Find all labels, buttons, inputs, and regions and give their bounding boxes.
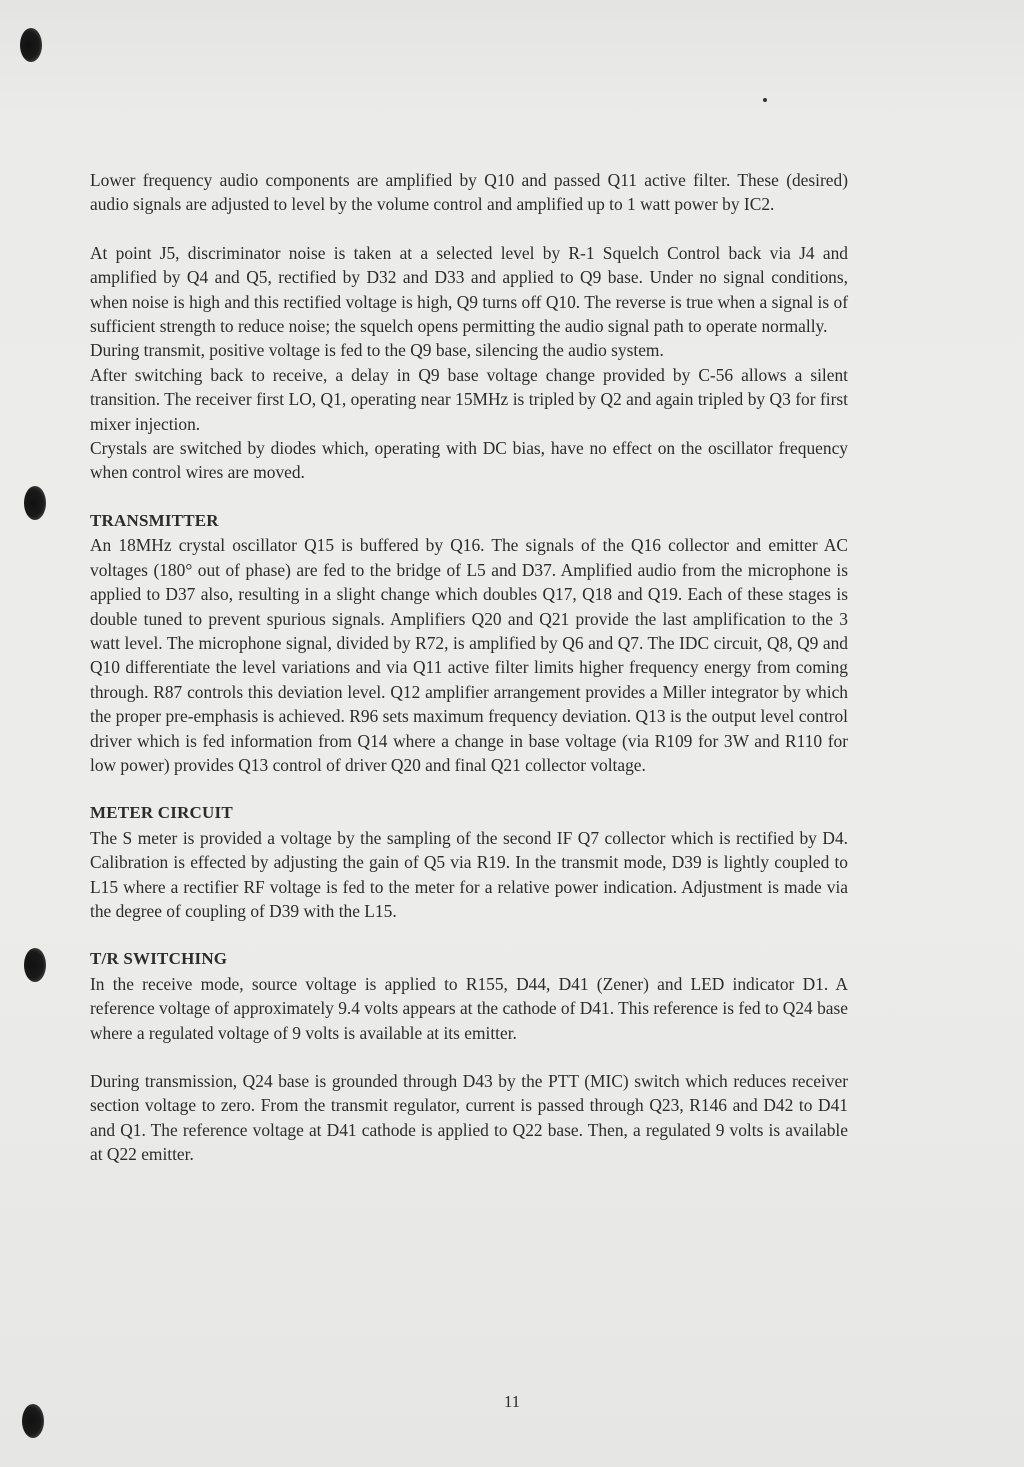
transmission-paragraph: During transmission, Q24 base is grounded through D43 by the PTT (MIC) switch which reduces receiver section voltage to zero. From the transmit regulator, current is passed through Q23, R146 and D42 to D41 and Q1. The reference voltage at D41 cathode is applied to Q22 base. Then, a regulated 9 volts is available at Q22 emitter. (90, 1071, 848, 1165)
audio-paragraph: Lower frequency audio components are amplified by Q10 and passed Q11 active filter. These (desired) audio signals are adjusted to level by the volume control and amplified up to 1 watt power by IC2. (90, 170, 848, 215)
transmitter-heading: TRANSMITTER (90, 510, 219, 530)
page-number: 11 (503, 1392, 521, 1411)
meter-circuit-paragraph: The S meter is provided a voltage by the sampling of the second IF Q7 collector which is rectified by D4. Calibration is effected by adjusting the gain of Q5 via R19. In the transmit mode, D39 is lightly coupled to L15 where a rectifier RF voltage is fed to the meter for a relative power indication. Adjustment is made via the degree of coupling of D39 with the L15. (90, 827, 848, 921)
receive-delay-paragraph: After switching back to receive, a delay in Q9 base voltage change provided by C-56 allows a silent transition. The receiver first LO, Q1, operating near 15MHz is tripled by Q2 and again tripled by Q3 for first mixer injection. (90, 364, 848, 434)
transmitter-paragraph: An 18MHz crystal oscillator Q15 is buffered by Q16. The signals of the Q16 collector and emitter AC voltages (180° out of phase) are fed to the bridge of L5 and D37. Amplified audio from the microphone is applied to D37 also, resulting in a slight change which doubles Q17, Q18 and Q19. Each of these stages is double tuned to prevent spurious signals. Amplifiers Q20 and Q21 provide the last amplification to the 3 watt level. The microphone signal, divided by R72, is amplified by Q6 and Q7. The IDC circuit, Q8, Q9 and Q10 differentiate the level variations and via Q11 active filter limits higher frequency energy from coming through. R87 controls this deviation level. Q12 amplifier arrangement provides a Miller integrator by which the proper pre-emphasis is achieved. R96 sets maximum frequency deviation. Q13 is the output level control driver which is fed information from Q14 where a change in base voltage (via R109 for 3W and R110 for low power) provides Q13 control of driver Q20 and final Q21 collector voltage. (90, 535, 848, 775)
punch-hole-lower-middle (24, 948, 46, 982)
meter-circuit-heading: METER CIRCUIT (90, 803, 233, 823)
receive-mode-paragraph: In the receive mode, source voltage is applied to R155, D44, D41 (Zener) and LED indicator D1. A reference voltage of approximately 9.4 volts appears at the cathode of D41. This reference is fed to Q24 base where a regulated voltage of 9 volts is available at its emitter. (90, 973, 848, 1043)
crystal-switch-paragraph: Crystals are switched by diodes which, operating with DC bias, have no effect on the oscillator frequency when control wires are moved. (90, 438, 848, 483)
paper-speck (763, 98, 767, 102)
punch-hole-upper-middle (24, 486, 46, 520)
tr-switching-heading: T/R SWITCHING (90, 949, 228, 969)
squelch-paragraph: At point J5, discriminator noise is taken at a selected level by R-1 Squelch Control back via J4 and amplified by Q4 and Q5, rectified by D32 and D33 and applied to Q9 base. Under no signal conditions, when noise is high and this rectified voltage is high, Q9 turns off Q10. The reverse is true when a signal is of sufficient strength to reduce noise; the squelch opens permitting the audio signal path to operate normally. (90, 242, 848, 337)
punch-hole-top (20, 28, 42, 62)
document-body (90, 168, 848, 1167)
transmit-silence-paragraph: During transmit, positive voltage is fed to the Q9 base, silencing the audio system. (90, 340, 664, 361)
